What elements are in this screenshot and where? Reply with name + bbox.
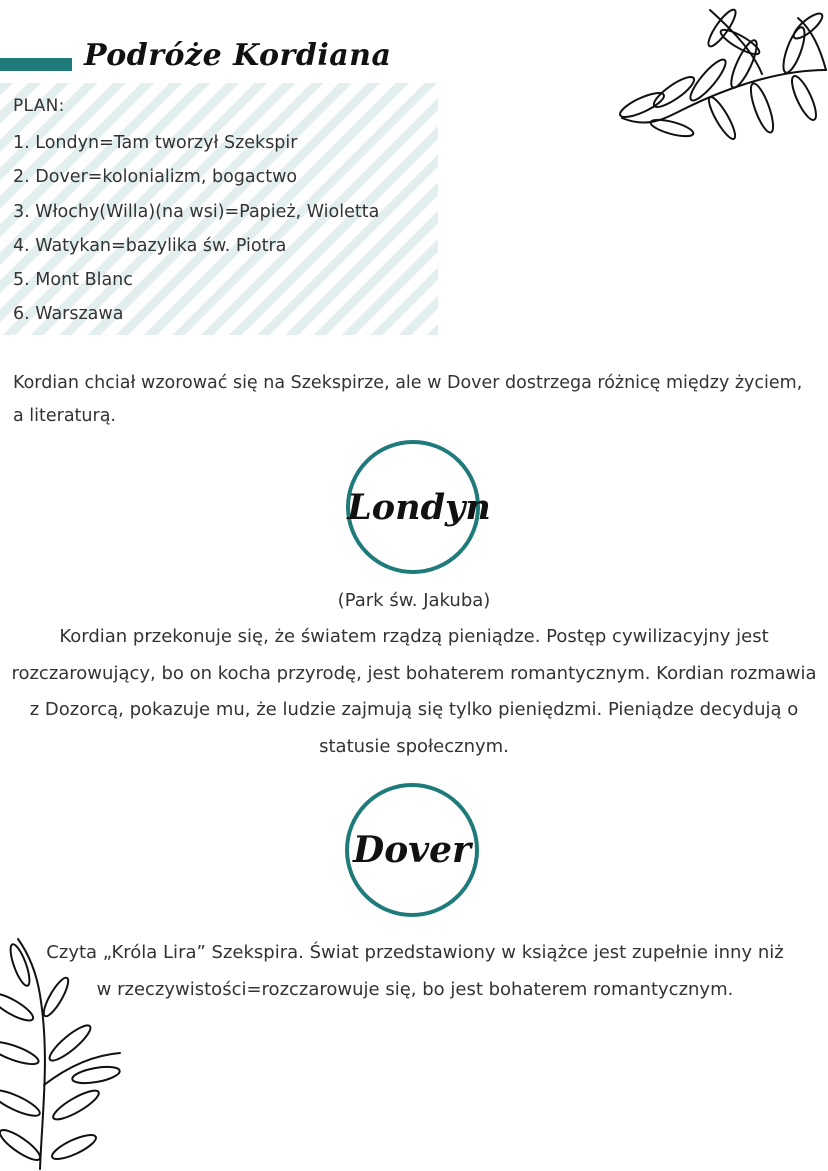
- leaf-branch-icon: [612, 0, 828, 165]
- title-accent-bar: [0, 58, 72, 71]
- intro-paragraph: Kordian chciał wzorować się na Szekspirze, ale w Dover dostrzega różnicę między życiem, a literaturą.: [13, 373, 803, 426]
- plan-item: 3. Włochy(Willa)(na wsi)=Papież, Wioletta: [13, 201, 380, 222]
- dover-heading: Dover: [352, 829, 472, 871]
- london-heading: Londyn: [347, 486, 491, 528]
- plan-item: 5. Mont Blanc: [13, 270, 133, 291]
- plan-item: 4. Watykan=bazylika św. Piotra: [13, 235, 287, 256]
- plan-list: [13, 129, 379, 335]
- dover-paragraph: Czyta „Króla Lira” Szekspira. Świat przedstawiony w książce jest zupełnie inny niż w rzeczywistości=rozczarowuje się, bo jest bohaterem romantycznym.: [46, 942, 784, 1000]
- london-circle: [346, 440, 491, 574]
- leaf-branch-icon: [0, 935, 125, 1171]
- plan-item: 1. Londyn=Tam tworzył Szekspir: [13, 133, 298, 153]
- plan-item: 2. Dover=kolonializm, bogactwo: [13, 167, 298, 188]
- page-title: Podróże Kordiana: [84, 38, 392, 73]
- london-paragraph: Kordian przekonuje się, że światem rządzą pieniądze. Postęp cywilizacyjny jest rozczarowujący, bo on kocha przyrodę, jest bohaterem romantycznym. Kordian rozmawia z Dozorcą, pokazuje mu, że ludzie zajmują się tylko pieniędzmi. Pieniądze decydują o statusie społecznym.: [11, 626, 817, 757]
- plan-item: 6. Warszawa: [13, 304, 124, 325]
- plan-heading: PLAN:: [13, 96, 65, 116]
- dover-circle: [345, 783, 479, 917]
- london-subtitle: (Park św. Jakuba): [337, 590, 491, 611]
